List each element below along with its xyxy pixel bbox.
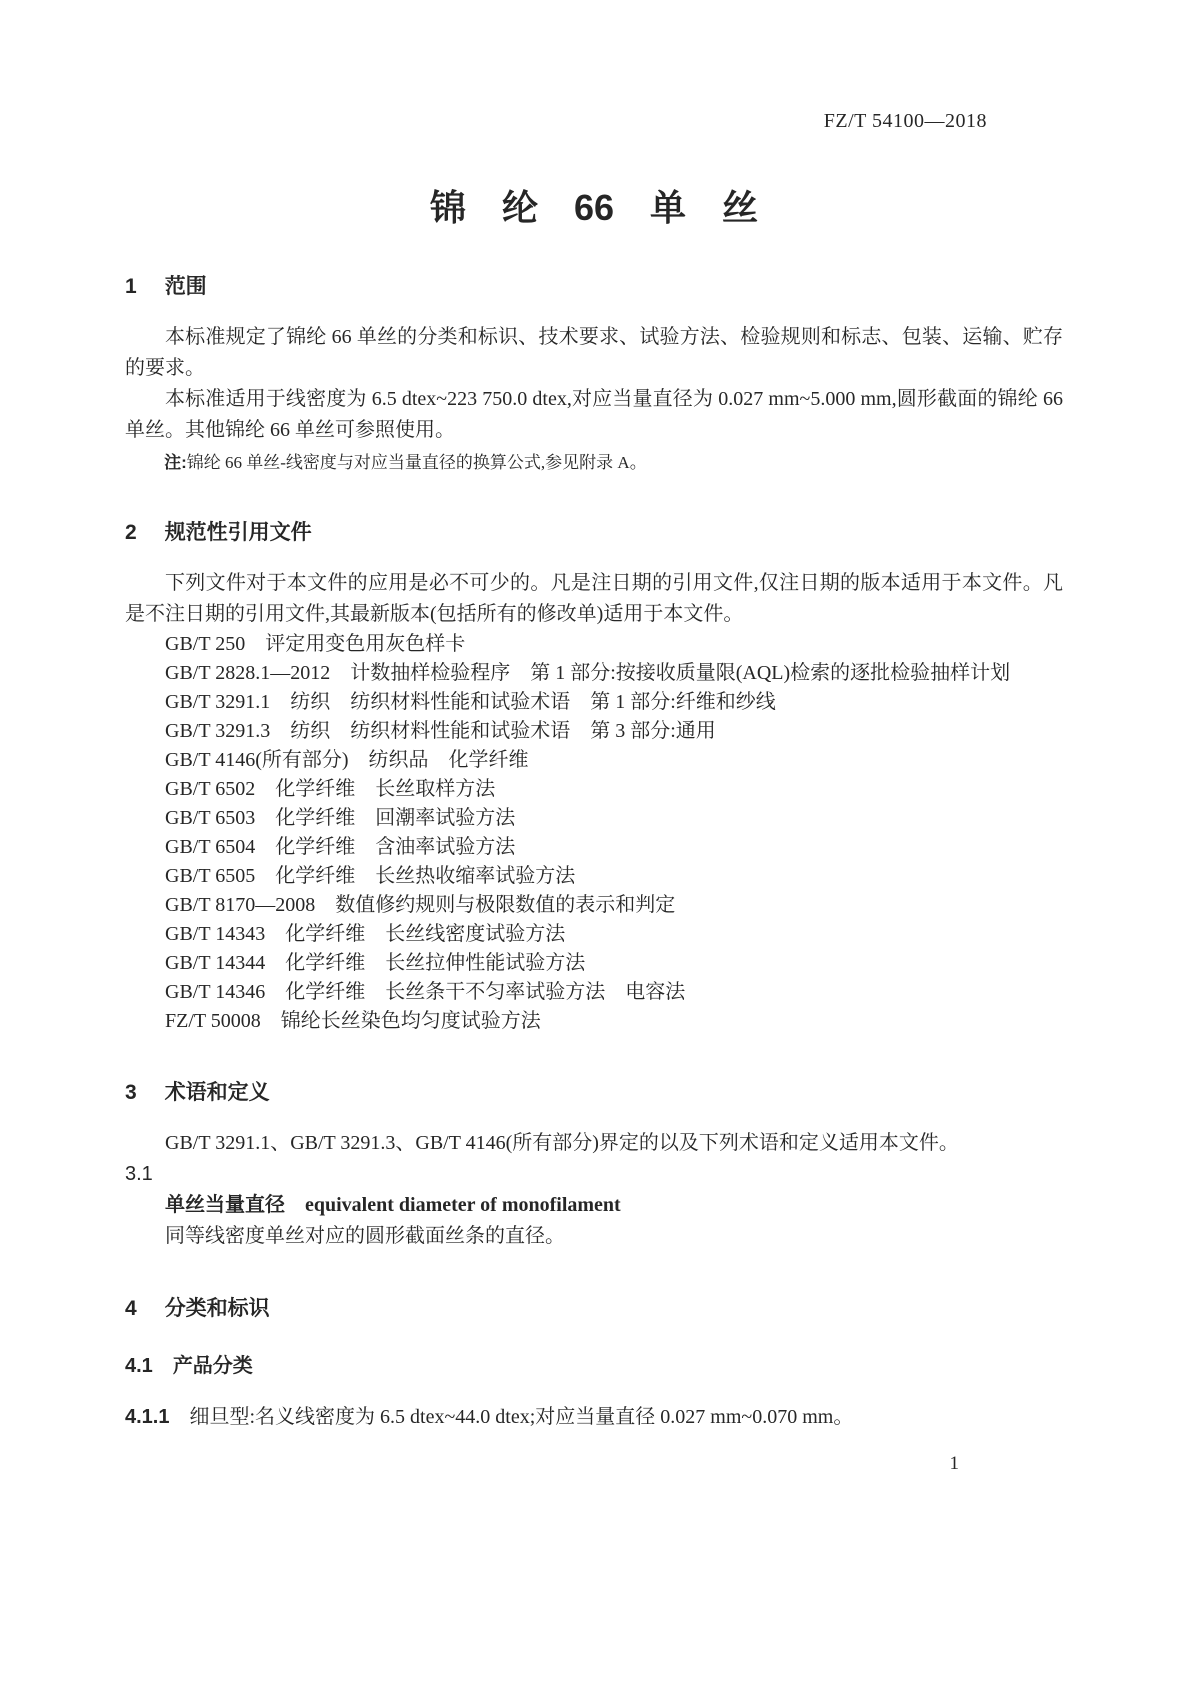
section-3-title: 术语和定义	[164, 1081, 270, 1104]
section-4-number: 4	[125, 1297, 137, 1320]
reference-item: GB/T 6504 化学纤维 含油率试验方法	[165, 836, 516, 858]
term-definition-text: 同等线密度单丝对应的圆形截面丝条的直径。	[165, 1225, 565, 1247]
reference-item: FZ/T 50008 锦纶长丝染色均匀度试验方法	[165, 1010, 541, 1032]
reference-item: GB/T 3291.1 纺织 纺织材料性能和试验术语 第 1 部分:纤维和纱线	[165, 691, 776, 713]
term-chinese: 单丝当量直径	[165, 1194, 285, 1216]
section-1-paragraph-1: 本标准规定了锦纶 66 单丝的分类和标识、技术要求、试验方法、检验规则和标志、包装、运输、贮存的要求。	[125, 326, 1063, 379]
clause-4-1-1	[125, 1402, 1063, 1433]
section-1-paragraph-2: 本标准适用于线密度为 6.5 dtex~223 750.0 dtex,对应当量直径为 0.027 mm~5.000 mm,圆形截面的锦纶 66 单丝。其他锦纶 66 单丝可参照使用。	[125, 388, 1063, 441]
clause-number-3-1: 3.1	[125, 1163, 153, 1185]
section-1-title: 范围	[164, 275, 207, 298]
reference-item: GB/T 3291.3 纺织 纺织材料性能和试验术语 第 3 部分:通用	[165, 720, 716, 742]
reference-item: GB/T 8170—2008 数值修约规则与极限数值的表示和判定	[165, 894, 676, 916]
page-number: 1	[949, 1453, 959, 1474]
section-1-note	[125, 449, 1063, 476]
reference-item: GB/T 4146(所有部分) 纺织品 化学纤维	[165, 749, 529, 771]
reference-item: GB/T 6503 化学纤维 回潮率试验方法	[165, 807, 516, 829]
section-4-heading	[125, 1294, 1063, 1324]
reference-item: GB/T 6505 化学纤维 长丝热收缩率试验方法	[165, 865, 576, 887]
section-3-heading	[125, 1078, 1063, 1108]
reference-item: GB/T 14346 化学纤维 长丝条干不匀率试验方法 电容法	[165, 981, 686, 1003]
doc-number: FZ/T 54100—2018	[823, 110, 987, 132]
section-4-1-heading	[125, 1352, 1063, 1380]
section-4-title: 分类和标识	[164, 1297, 270, 1320]
section-2-heading	[125, 518, 1063, 548]
note-text: 锦纶 66 单丝-线密度与对应当量直径的换算公式,参见附录 A。	[186, 453, 647, 472]
term-english: equivalent diameter of monofilament	[305, 1194, 621, 1216]
section-2-title: 规范性引用文件	[164, 521, 312, 544]
section-4-1-title: 产品分类	[172, 1355, 253, 1377]
section-1-number: 1	[125, 275, 137, 298]
section-2-number: 2	[125, 521, 137, 544]
term-definition-heading	[125, 1190, 1063, 1221]
clause-4-1-1-text: 细旦型:名义线密度为 6.5 dtex~44.0 dtex;对应当量直径 0.027 mm~0.070 mm。	[189, 1406, 854, 1428]
note-label: 注:	[164, 453, 187, 472]
reference-item: GB/T 2828.1—2012 计数抽样检验程序 第 1 部分:按接收质量限(AQL)检索的逐批检验抽样计划	[165, 662, 1011, 684]
section-1-heading	[125, 272, 1063, 302]
section-3-number: 3	[125, 1081, 137, 1104]
reference-item: GB/T 14344 化学纤维 长丝拉伸性能试验方法	[165, 952, 586, 974]
page-title: 锦 纶 66 单 丝	[429, 187, 759, 228]
section-3-paragraph-1: GB/T 3291.1、GB/T 3291.3、GB/T 4146(所有部分)界定的以及下列术语和定义适用本文件。	[165, 1132, 959, 1154]
section-4-1-number: 4.1	[125, 1355, 153, 1377]
reference-item: GB/T 250 评定用变色用灰色样卡	[165, 633, 466, 655]
reference-item: GB/T 6502 化学纤维 长丝取样方法	[165, 778, 496, 800]
section-2-paragraph-1: 下列文件对于本文件的应用是必不可少的。凡是注日期的引用文件,仅注日期的版本适用于本文件。凡是不注日期的引用文件,其最新版本(包括所有的修改单)适用于本文件。	[125, 572, 1063, 625]
reference-item: GB/T 14343 化学纤维 长丝线密度试验方法	[165, 923, 566, 945]
clause-4-1-1-number: 4.1.1	[125, 1406, 170, 1428]
